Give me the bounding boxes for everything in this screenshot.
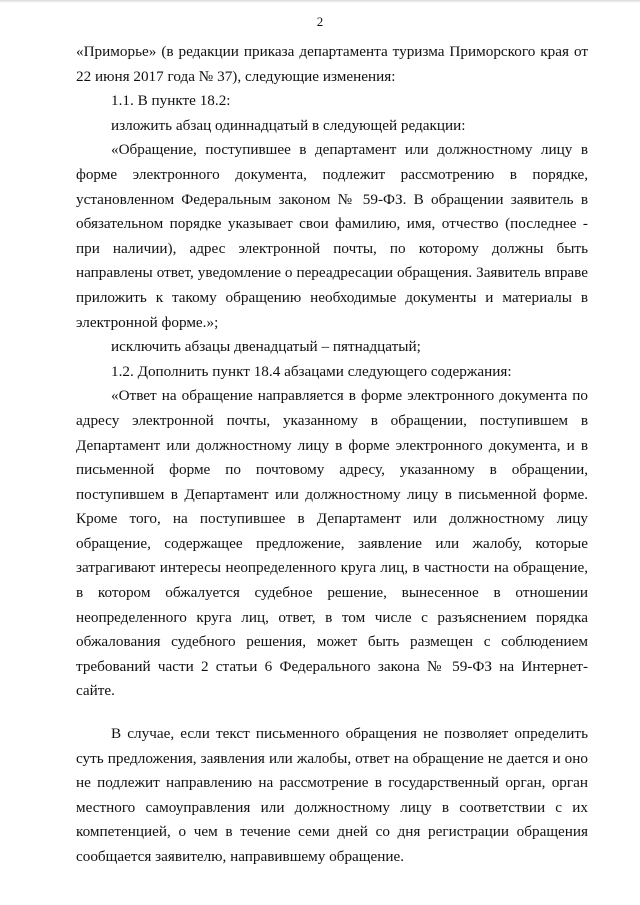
paragraph-quote-2: «Ответ на обращение направляется в форме электронного документа по адресу электронной почты, указанному в обращении, поступившем в Департамент или должностному лицу в форме электронного документа, и в письменной форме по почтовому адресу, указанному в обращении, поступившем в Департамент или должностному лицу в письменной форме. Кроме того, на поступившее в Департамент или должностному лицу обращение, содержащее предложение, заявление или жалобу, которые затрагивают интересы неопределенного круга лиц, в частности на обращение, в котором обжалуется судебное решение, вынесенное в отношении неопределенного круга лиц, ответ, в том числе с разъяснением порядка обжалования судебного решения, может быть размещен с соблюдением требований части 2 статьи 6 Федерального закона № 59-ФЗ на Интернет-сайте. xyxy=(76,387,588,700)
page-number: 2 xyxy=(316,14,324,29)
paragraph-intro: «Приморье» (в редакции приказа департамента туризма Приморского края от 22 июня 2017 года № 37), следующие изменения: xyxy=(76,43,588,85)
paragraph-item-1-2: 1.2. Дополнить пункт 18.4 абзацами следующего содержания: xyxy=(111,362,512,380)
paragraph-item-1-1: 1.1. В пункте 18.2: xyxy=(111,92,231,110)
paragraph-quote-1: «Обращение, поступившее в департамент или должностному лицу в форме электронного документа, подлежит рассмотрению в порядке, установленном Федеральным законом № 59-ФЗ. В обращении заявитель в обязательном порядке указывает свои фамилию, имя, отчество (последнее - при наличии), адрес электронной почты, по которому должны быть направлены ответ, уведомление о переадресации обращения. Заявитель вправе приложить к такому обращению необходимые документы и материалы в электронной форме.»; xyxy=(76,141,588,331)
paragraph-quote-2-continued: В случае, если текст письменного обращения не позволяет определить суть предложения, заявления или жалобы, ответ на обращение не дается и оно не подлежит направлению на рассмотрение в государственный орган, орган местного самоуправления или должностному лицу в соответствии с их компетенцией, о чем в течение семи дней со дня регистрации обращения сообщается заявителю, направившему обращение. xyxy=(76,725,588,865)
scan-edge xyxy=(0,0,640,3)
paragraph-instruction-2: исключить абзацы двенадцатый – пятнадцатый; xyxy=(111,338,421,356)
paragraph-instruction-1: изложить абзац одиннадцатый в следующей редакции: xyxy=(111,116,466,134)
document-body xyxy=(76,40,588,870)
